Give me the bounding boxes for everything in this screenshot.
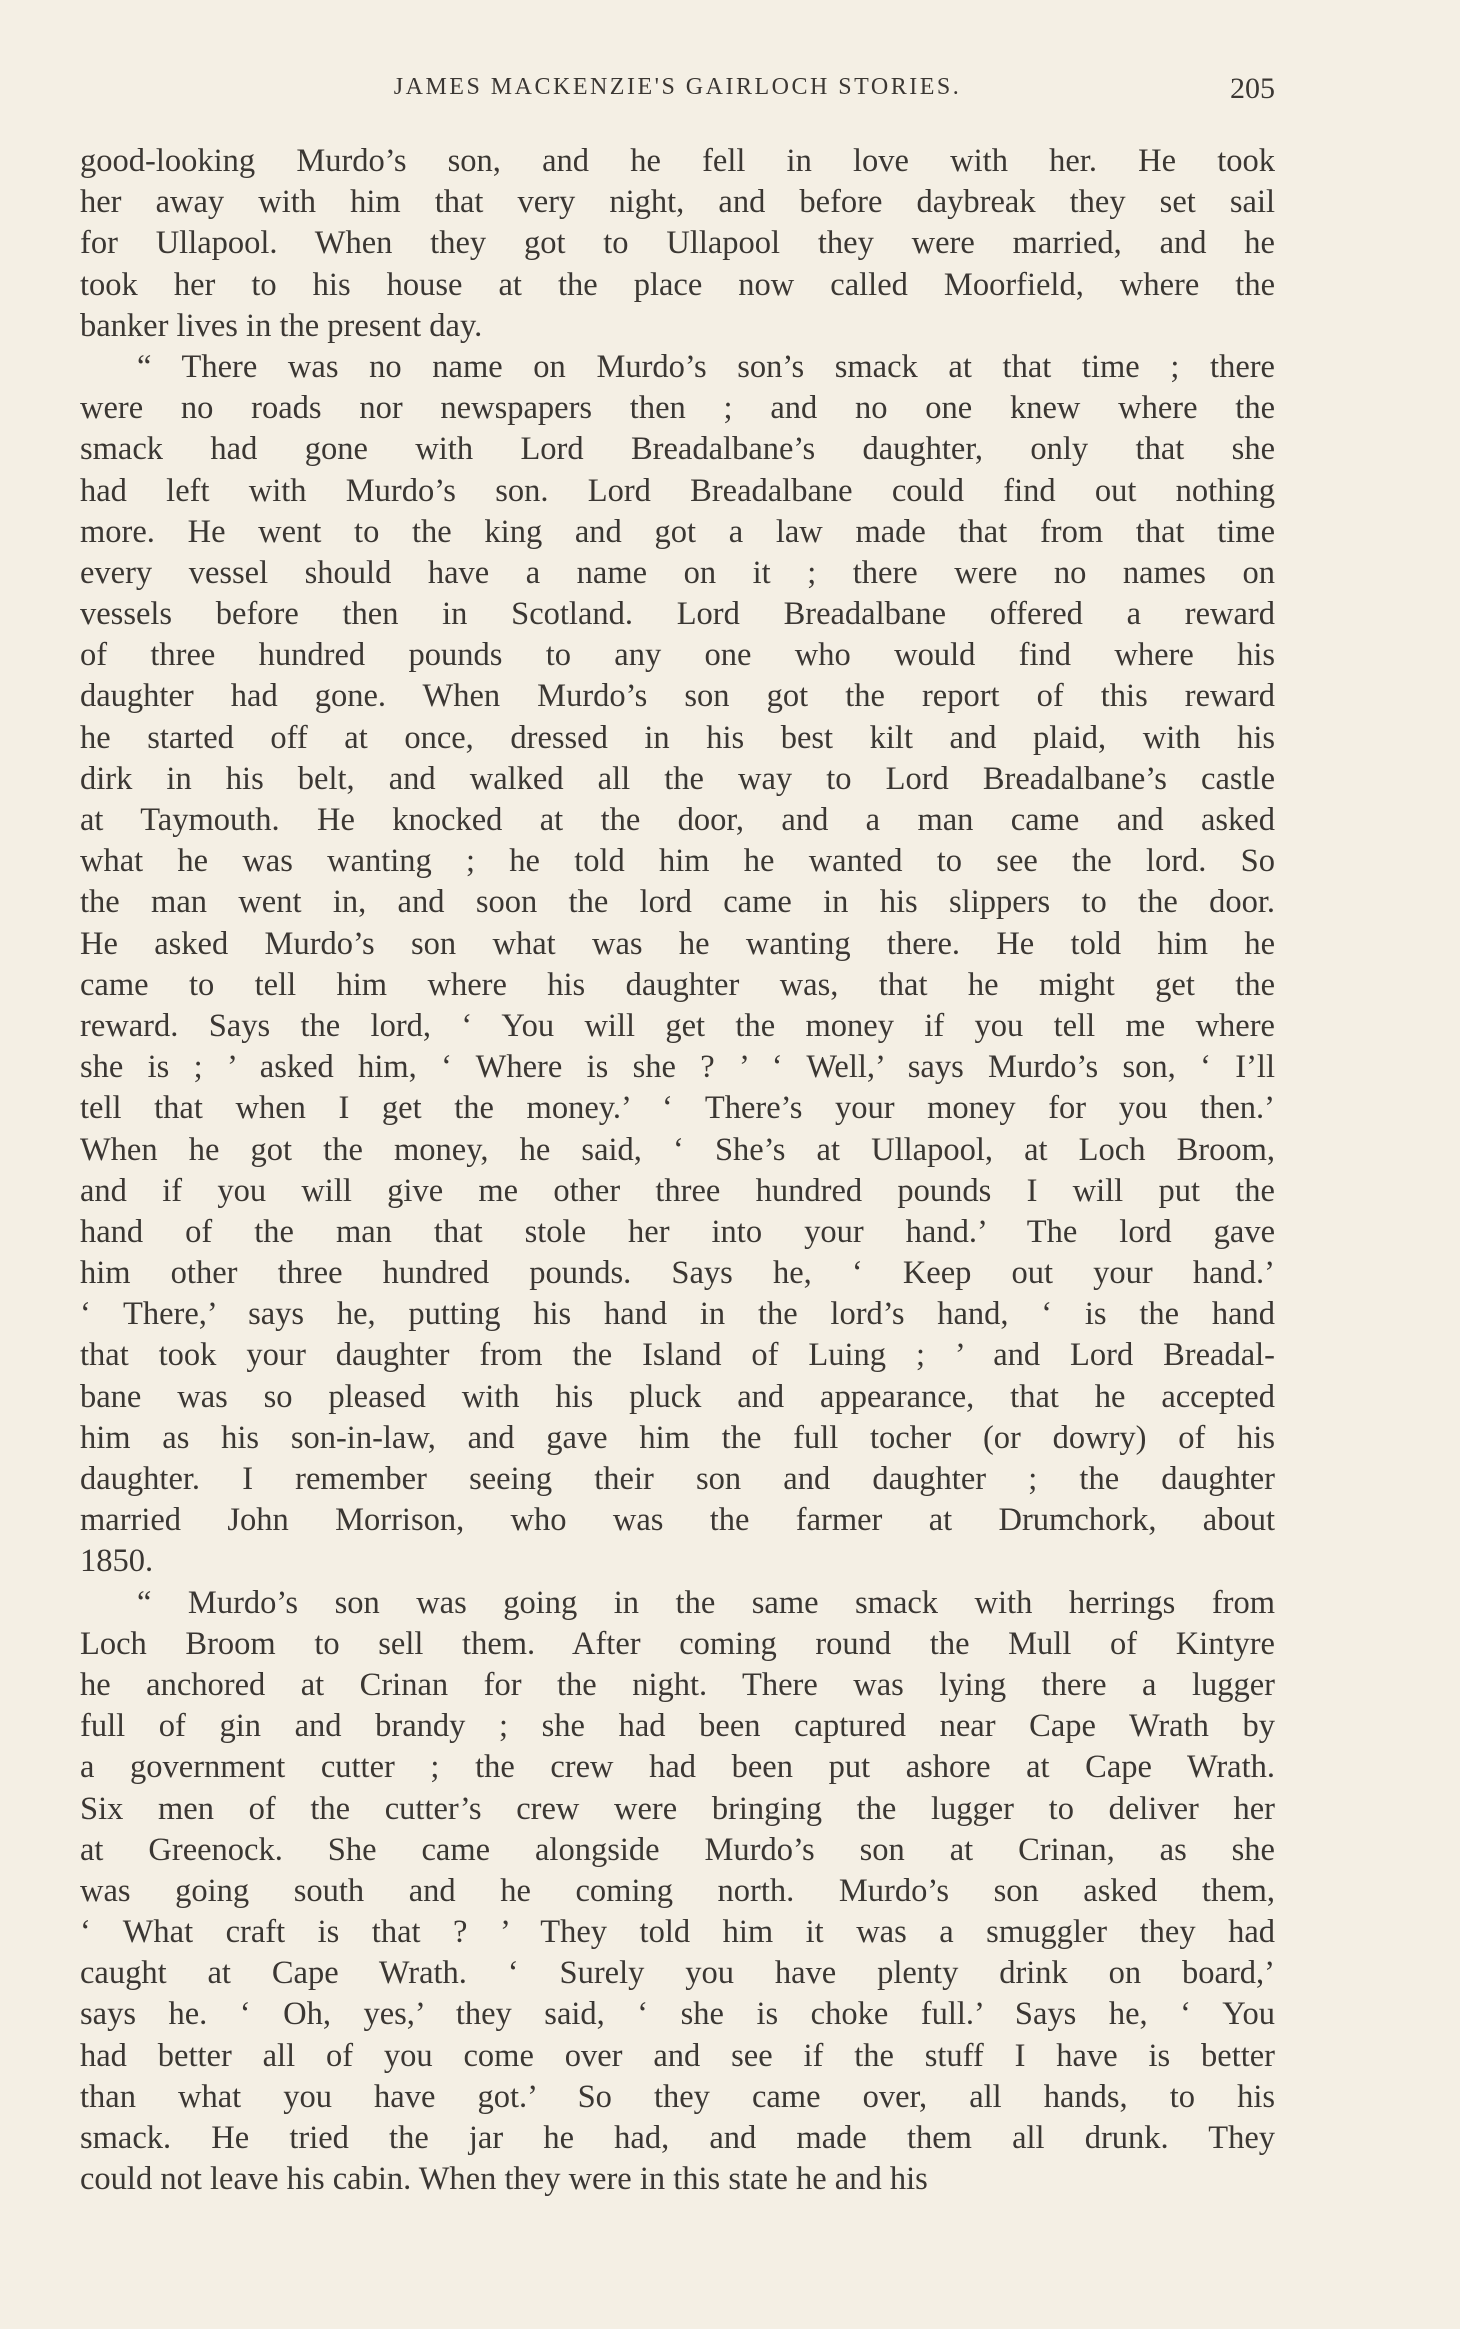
- text-line: took her to his house at the place now called Moorfield, where the: [80, 266, 1275, 303]
- text-line: ‘ What craft is that ? ’ They told him it was a smuggler they had: [80, 1914, 1275, 1951]
- text-line: 1850.: [80, 1543, 154, 1580]
- text-line: hand of the man that stole her into your hand.’ The lord gave: [80, 1213, 1275, 1250]
- text-line: the man went in, and soon the lord came in his slippers to the door.: [80, 884, 1275, 921]
- text-line: married John Morrison, who was the farmer at Drumchork, about: [80, 1502, 1275, 1539]
- text-line: that took your daughter from the Island of Luing ; ’ and Lord Breadal-: [80, 1337, 1275, 1374]
- text-line: Six men of the cutter’s crew were bringing the lugger to deliver her: [80, 1790, 1275, 1827]
- text-line: could not leave his cabin. When they were in this state he and his: [80, 2161, 928, 2198]
- text-line: vessels before then in Scotland. Lord Breadalbane offered a reward: [80, 596, 1275, 633]
- text-line: “ Murdo’s son was going in the same smack with herrings from: [137, 1584, 1275, 1621]
- text-line: every vessel should have a name on it ; there were no names on: [80, 554, 1275, 591]
- paragraph: [80, 141, 1275, 347]
- paragraph: [80, 347, 1275, 1583]
- text-line: her away with him that very night, and before daybreak they set sail: [80, 184, 1275, 221]
- text-line: he started off at once, dressed in his best kilt and plaid, with his: [80, 719, 1275, 756]
- text-line: had better all of you come over and see if the stuff I have is better: [80, 2037, 1275, 2074]
- text-line: than what you have got.’ So they came over, all hands, to his: [80, 2078, 1275, 2115]
- text-line: tell that when I get the money.’ ‘ There’s your money for you then.’: [80, 1090, 1275, 1127]
- running-head: [80, 70, 1275, 110]
- text-line: full of gin and brandy ; she had been captured near Cape Wrath by: [80, 1708, 1275, 1745]
- text-line: more. He went to the king and got a law made that from that time: [80, 513, 1275, 550]
- text-line: was going south and he coming north. Murdo’s son asked them,: [80, 1872, 1275, 1909]
- text-line: were no roads nor newspapers then ; and no one knew where the: [80, 390, 1275, 427]
- text-line: what he was wanting ; he told him he wanted to see the lord. So: [80, 843, 1275, 880]
- text-line: him as his son-in-law, and gave him the full tocher (or dowry) of his: [80, 1419, 1275, 1456]
- text-line: ‘ There,’ says he, putting his hand in the lord’s hand, ‘ is the hand: [80, 1296, 1275, 1333]
- text-line: smack had gone with Lord Breadalbane’s daughter, only that she: [80, 431, 1275, 468]
- text-line: “ There was no name on Murdo’s son’s smack at that time ; there: [137, 348, 1275, 385]
- text-line: banker lives in the present day.: [80, 307, 483, 344]
- text-line: daughter. I remember seeing their son and daughter ; the daughter: [80, 1461, 1275, 1497]
- text-line: bane was so pleased with his pluck and appearance, that he accepted: [80, 1378, 1275, 1415]
- text-line: she is ; ’ asked him, ‘ Where is she ? ’ ‘ Well,’ says Murdo’s son, ‘ I’ll: [80, 1049, 1275, 1086]
- text-line: a government cutter ; the crew had been put ashore at Cape Wrath.: [80, 1749, 1275, 1786]
- text-line: daughter had gone. When Murdo’s son got the report of this reward: [80, 678, 1275, 715]
- text-line: reward. Says the lord, ‘ You will get the money if you tell me where: [80, 1007, 1275, 1044]
- text-line: of three hundred pounds to any one who would find where his: [80, 637, 1275, 674]
- text-line: smack. He tried the jar he had, and made them all drunk. They: [80, 2120, 1275, 2156]
- text-line: Loch Broom to sell them. After coming round the Mull of Kintyre: [80, 1625, 1275, 1662]
- text-line: for Ullapool. When they got to Ullapool they were married, and he: [80, 225, 1275, 262]
- text-line: and if you will give me other three hundred pounds I will put the: [80, 1172, 1275, 1209]
- text-line: came to tell him where his daughter was, that he might get the: [80, 966, 1275, 1003]
- text-line: at Taymouth. He knocked at the door, and a man came and asked: [80, 802, 1275, 838]
- page-number: 205: [1230, 72, 1275, 105]
- text-line: caught at Cape Wrath. ‘ Surely you have plenty drink on board,’: [80, 1955, 1275, 1992]
- text-line: When he got the money, he said, ‘ She’s at Ullapool, at Loch Broom,: [80, 1131, 1275, 1168]
- text-line: he anchored at Crinan for the night. There was lying there a lugger: [80, 1666, 1275, 1703]
- running-title: JAMES MACKENZIE'S GAIRLOCH STORIES.: [393, 74, 962, 100]
- paragraph: [80, 1583, 1275, 2201]
- text-line: him other three hundred pounds. Says he, ‘ Keep out your hand.’: [80, 1255, 1275, 1292]
- text-line: had left with Murdo’s son. Lord Breadalbane could find out nothing: [80, 472, 1275, 509]
- body-text: [80, 141, 1275, 2200]
- text-line: says he. ‘ Oh, yes,’ they said, ‘ she is choke full.’ Says he, ‘ You: [80, 1996, 1275, 2033]
- text-line: He asked Murdo’s son what was he wanting there. He told him he: [80, 925, 1275, 962]
- text-line: dirk in his belt, and walked all the way to Lord Breadalbane’s castle: [80, 760, 1275, 797]
- text-line: at Greenock. She came alongside Murdo’s son at Crinan, as she: [80, 1831, 1275, 1868]
- text-line: good-looking Murdo’s son, and he fell in love with her. He took: [80, 143, 1275, 179]
